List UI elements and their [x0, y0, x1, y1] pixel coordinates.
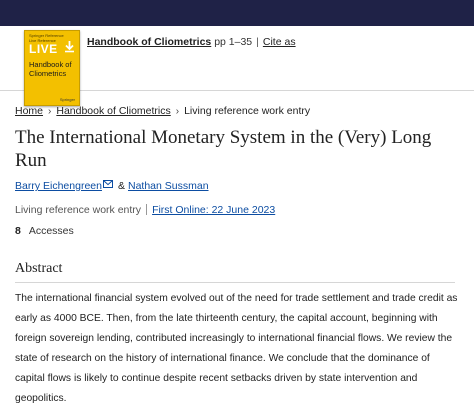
- email-icon[interactable]: [103, 180, 113, 188]
- book-info: [87, 36, 296, 48]
- article-title: The International Monetary System in the (Very) Long Run: [15, 127, 432, 171]
- cite-as-link[interactable]: Cite as: [262, 36, 296, 48]
- accesses-count: 8: [15, 225, 21, 237]
- breadcrumb: [15, 105, 310, 117]
- abstract-text: The international financial system evolved out of the need for trade settlement and trade credit as early as 4000 BCE. Then, from the late thirteenth century, the capital account, beginning with foreign sovereign lending, contributed increasingly to international financial flows. We review the state of research on the history of international finance. We conclude that the dominance of capital flows is likely to continue despite recent setbacks driven by state intervention and geopolitics.: [15, 293, 458, 404]
- abstract-heading: Abstract: [15, 260, 455, 283]
- author-separator: &: [117, 180, 125, 192]
- article-metrics: [15, 225, 74, 237]
- article-meta: [15, 204, 275, 216]
- chevron-right-icon: ›: [175, 106, 180, 117]
- author-link-sussman[interactable]: Nathan Sussman: [127, 180, 209, 192]
- first-online-link[interactable]: First Online: 22 June 2023: [152, 204, 276, 216]
- cover-title: Handbook of Cliometrics: [29, 60, 72, 78]
- author-list: [15, 180, 209, 192]
- breadcrumb-current: Living reference work entry: [184, 105, 311, 117]
- breadcrumb-home-link[interactable]: Home: [15, 105, 44, 117]
- top-navigation-bar: [0, 0, 474, 26]
- download-arrow-icon: [63, 40, 76, 53]
- author-link-eichengreen[interactable]: Barry Eichengreen: [15, 180, 102, 192]
- book-title-link[interactable]: Handbook of Cliometrics: [87, 36, 212, 48]
- divider: [146, 204, 147, 215]
- separator: |: [256, 36, 259, 48]
- breadcrumb-book-link[interactable]: Handbook of Cliometrics: [56, 105, 171, 117]
- chevron-right-icon: ›: [48, 106, 52, 117]
- book-pages: pp 1–35: [214, 36, 253, 48]
- book-cover[interactable]: [24, 30, 80, 106]
- cover-series-label: Springer Reference Live Reference: [29, 33, 64, 43]
- cover-publisher: Springer: [59, 97, 75, 102]
- book-header: [0, 26, 474, 102]
- accesses-label: Accesses: [28, 225, 74, 237]
- cover-live-label: LIVE: [29, 42, 58, 56]
- entry-type: Living reference work entry: [15, 204, 142, 216]
